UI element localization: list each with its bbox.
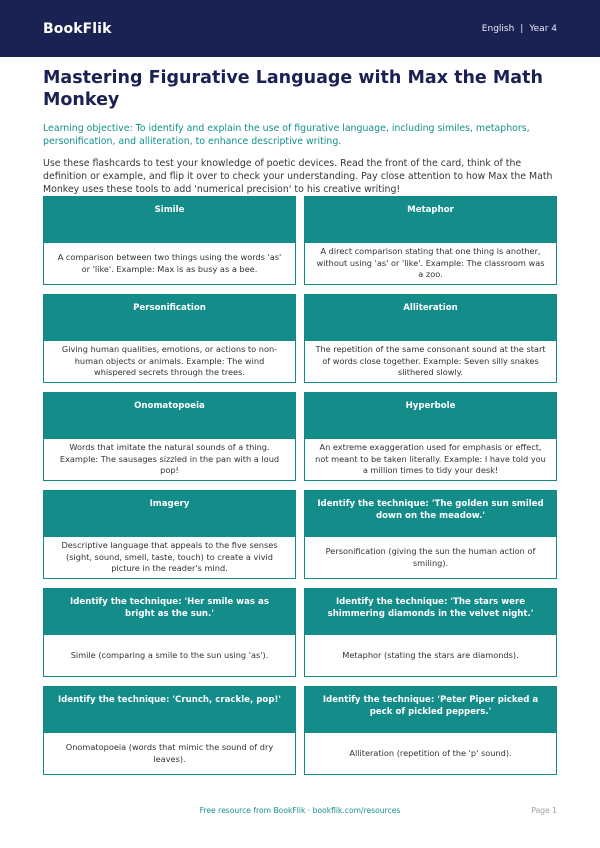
flashcard[interactable]: [43, 196, 296, 285]
card-back: Onomatopoeia (words that mimic the sound of dry leaves).: [65, 742, 274, 764]
card-back: Alliteration (repetition of the 'p' sound).: [349, 747, 512, 758]
flashcard[interactable]: [43, 294, 296, 383]
year-label: Year 4: [529, 23, 557, 34]
card-front: Identify the technique: 'The stars were shimmering diamonds in the velvet night.': [305, 589, 556, 635]
card-back: Metaphor (stating the stars are diamonds).: [342, 649, 519, 660]
card-back: Words that imitate the natural sounds of a thing. Example: The sausages sizzled in the pan with a loud pop!: [59, 442, 280, 476]
page-content: [43, 57, 557, 196]
flashcard[interactable]: [304, 294, 557, 383]
flashcard[interactable]: [304, 686, 557, 775]
flashcard[interactable]: [43, 392, 296, 481]
card-back: A direct comparison stating that one thing is another, without using 'as' or 'like'. Example: The classroom was a zoo.: [316, 246, 545, 280]
flashcard[interactable]: [304, 490, 557, 579]
card-back: An extreme exaggeration used for emphasis or effect, not meant to be taken literally. Example: I have told you a million times to tidy your desk!: [315, 442, 546, 476]
card-front: Identify the technique: 'Her smile was as bright as the sun.': [44, 589, 295, 635]
footer-resource-link[interactable]: Free resource from BookFlik · bookflik.com/resources: [199, 806, 401, 815]
card-back: Simile (comparing a smile to the sun using 'as').: [70, 649, 269, 660]
header-meta: [482, 24, 557, 34]
page-footer: [0, 806, 600, 820]
card-front: Simile: [44, 197, 295, 243]
flashcard[interactable]: [43, 490, 296, 579]
card-front: Metaphor: [305, 197, 556, 243]
page-title: Mastering Figurative Language with Max the Math Monkey: [43, 68, 543, 110]
card-back: Personification (giving the sun the human action of smiling).: [325, 546, 536, 568]
card-front: Identify the technique: 'Peter Piper picked a peck of pickled peppers.': [305, 687, 556, 733]
card-front: Onomatopoeia: [44, 393, 295, 439]
flashcard[interactable]: [304, 392, 557, 481]
card-back: Giving human qualities, emotions, or actions to non-human objects or animals. Example: The wind whispered secrets through the trees.: [61, 344, 278, 378]
card-back: Descriptive language that appeals to the five senses (sight, sound, smell, taste, touch) to create a vivid picture in the reader's mind.: [61, 540, 278, 574]
card-front: Hyperbole: [305, 393, 556, 439]
flashcard[interactable]: [43, 588, 296, 677]
flashcard[interactable]: [304, 196, 557, 285]
card-back: A comparison between two things using the words 'as' or 'like'. Example: Max is as busy as a bee.: [57, 252, 282, 274]
card-front: Imagery: [44, 491, 295, 537]
brand-logo[interactable]: BookFlik: [43, 20, 112, 37]
flashcard-grid: [43, 196, 557, 775]
intro-paragraph: Use these flashcards to test your knowledge of poetic devices. Read the front of the card, think of the definition or example, and flip it over to check your understanding. Pay close attention to how Max the Math Monkey uses these tools to add 'numerical precision' to his creative writing!: [43, 158, 553, 195]
flashcard[interactable]: [304, 588, 557, 677]
card-front: Identify the technique: 'Crunch, crackle, pop!': [44, 687, 295, 733]
meta-separator: |: [520, 23, 524, 34]
top-bar: [0, 0, 600, 57]
card-back: The repetition of the same consonant sound at the start of words close together. Example: Seven silly snakes slithered slowly.: [315, 344, 546, 378]
learning-objective: Learning objective: To identify and explain the use of figurative language, including similes, metaphors, personification, and alliteration, to enhance descriptive writing.: [43, 123, 530, 147]
page-number: Page 1: [531, 806, 557, 815]
card-front: Alliteration: [305, 295, 556, 341]
language-label: English: [481, 23, 515, 34]
flashcard[interactable]: [43, 686, 296, 775]
card-front: Personification: [44, 295, 295, 341]
card-front: Identify the technique: 'The golden sun smiled down on the meadow.': [305, 491, 556, 537]
